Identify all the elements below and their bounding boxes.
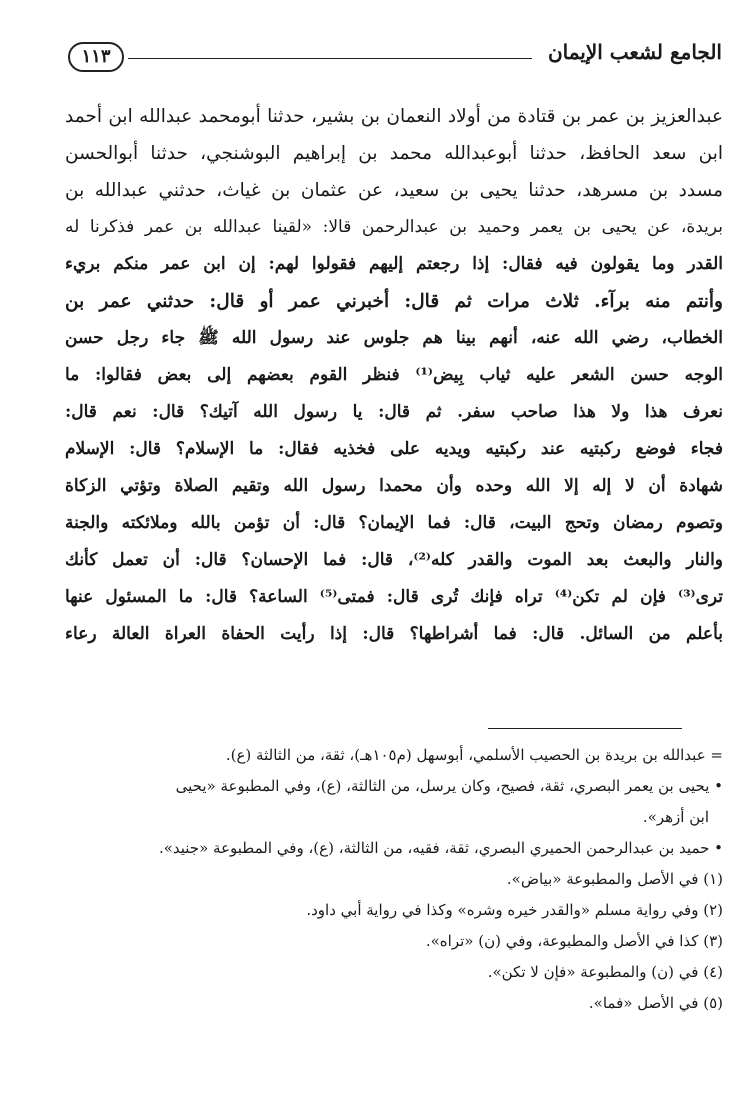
footnote-line: • حميد بن عبدالرحمن الحميري البصري، ثقة، فقيه، من الثالثة، (ع)، وفي المطبوعة «جنيد». — [158, 839, 723, 857]
text-line: عبدالعزيز بن عمر بن قتادة من أولاد النعمان بن بشير، حدثنا أبومحمد عبدالله ابن أحمد — [65, 106, 723, 127]
text-line: وتصوم رمضان وتحج البيت، قال: فما الإيمان؟ قال: أن تؤمن بالله وملائكته والجنة — [65, 513, 723, 533]
footnote-line: • يحيى بن يعمر البصري، ثقة، فصيح، وكان يرسل، من الثالثة، (ع)، وفي المطبوعة «يحيى — [175, 777, 723, 795]
footnote-line: = عبدالله بن بريدة بن الحصيب الأسلمي، أبوسهل (م١٠٥هـ)، ثقة، من الثالثة (ع). — [225, 746, 723, 764]
text-line: بأعلم من السائل. قال: فما أشراطها؟ قال: إذا رأيت الحفاة العراة العالة رعاء — [65, 624, 723, 644]
text-line: مسدد بن مسرهد، حدثنا يحيى بن سعيد، عن عثمان بن غياث، حدثني عبدالله بن — [65, 180, 723, 201]
text-line: ترى⁽³⁾ فإن لم تكن⁽⁴⁾ تراه فإنك تُرى قال: فمتى⁽⁵⁾ الساعة؟ قال: ما المسئول عنها — [65, 587, 724, 607]
footnote-line: ابن أزهر». — [642, 808, 709, 826]
text-line: القدر وما يقولون فيه فقال: إذا رجعتم إليهم فقولوا لهم: إن ابن عمر منكم بريء — [65, 254, 723, 274]
text-line: الخطاب، رضي الله عنه، أنهم بينا هم جلوس عند رسول الله ﷺ جاء رجل حسن — [65, 328, 723, 348]
footnote-line: (٢) وفي رواية مسلم «والقدر خيره وشره» وكذا في رواية أبي داود. — [306, 901, 723, 919]
text-line: بريدة، عن يحيى بن يعمر وحميد بن عبدالرحمن قالا: «لقينا عبدالله بن عمر فذكرنا له — [65, 217, 723, 237]
footnote-line: (٥) في الأصل «فما». — [588, 994, 723, 1012]
page-header — [68, 38, 722, 78]
main-text — [65, 98, 723, 653]
text-line: الوجه حسن الشعر عليه ثياب بِيض⁽¹⁾ فنظر القوم بعضهم إلى بعض فقالوا: ما — [65, 365, 723, 385]
text-line: وأنتم منه برآء. ثلاث مرات ثم قال: أخبرني عمر أو قال: حدثني عمر بن — [65, 291, 723, 312]
running-title: الجامع لشعب الإيمان — [547, 40, 722, 64]
footnote-line: (٣) كذا في الأصل والمطبوعة، وفي (ن) «تراه». — [425, 932, 723, 950]
footnotes — [150, 740, 723, 1019]
text-line: ابن سعد الحافظ، حدثنا أبوعبدالله محمد بن إبراهيم البوشنجي، حدثنا أبوالحسن — [65, 143, 723, 164]
header-rule — [128, 58, 532, 59]
footnote-line: (١) في الأصل والمطبوعة «بياض». — [506, 870, 723, 888]
footnote-separator — [488, 728, 682, 729]
page-number: ١١٣ — [68, 42, 124, 72]
text-line: والنار والبعث بعد الموت والقدر كله⁽²⁾، قال: فما الإحسان؟ قال: أن تعمل كأنك — [65, 550, 724, 570]
text-line: فجاء فوضع ركبتيه عند ركبتيه ويديه على فخذيه فقال: ما الإسلام؟ قال: الإسلام — [65, 439, 723, 459]
footnote-line: (٤) في (ن) والمطبوعة «فإن لا تكن». — [487, 963, 723, 981]
text-line: شهادة أن لا إله إلا الله وحده وأن محمدا رسول الله وتقيم الصلاة وتؤتي الزكاة — [65, 476, 723, 496]
text-line: نعرف هذا ولا هذا صاحب سفر. ثم قال: يا رسول الله آتيك؟ قال: نعم قال: — [65, 402, 723, 422]
